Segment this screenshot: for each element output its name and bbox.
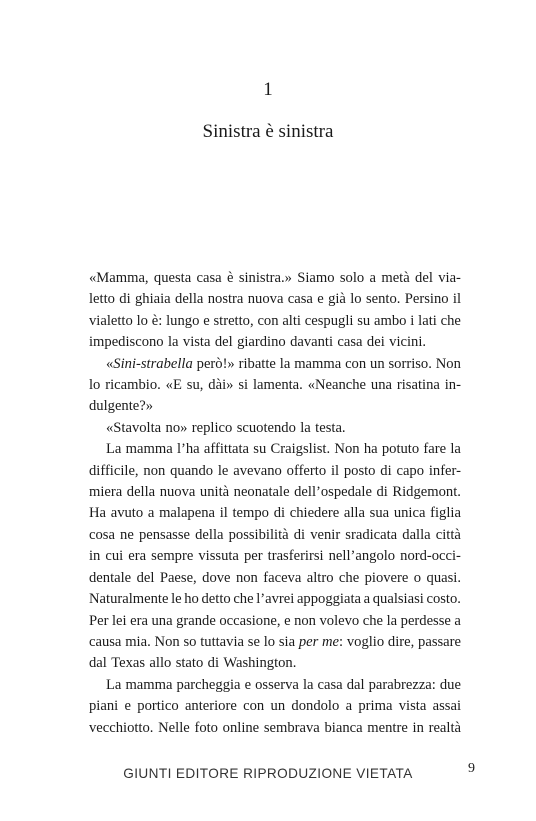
text-line: dal Texas allo stato di Washington. bbox=[89, 655, 297, 672]
text-line: La mamma parcheggia e osserva la casa dal parabrezza: due bbox=[106, 676, 461, 693]
text-line: letto di ghiaia della nostra nuova casa e già lo sento. Persino il bbox=[89, 291, 461, 308]
text-line: «Mamma, questa casa è sinistra.» Siamo solo a metà del via- bbox=[89, 270, 461, 286]
text-line: miera della nuova unità neonatale dell’ospedale di Ridgemont. bbox=[89, 484, 461, 501]
text-line: difficile, non quando le avevano offerto il posto di capo infer- bbox=[89, 462, 461, 479]
text-line: cosa ne pensasse della possibilità di venir sradicata dalla città bbox=[89, 526, 461, 543]
text-line: piani e portico anteriore con un dondolo a prima vista assai bbox=[89, 698, 461, 715]
text-line: dulgente?» bbox=[89, 398, 154, 415]
chapter-title: Sinistra è sinistra bbox=[202, 121, 334, 142]
text-line: in cui era sempre vissuta per trasferirsi nell’angolo nord-occi- bbox=[89, 548, 461, 565]
text-line: Ha avuto a malapena il tempo di chiedere alla sua unica figlia bbox=[89, 505, 461, 522]
text-line: impediscono la vista del giardino davanti casa dei vicini. bbox=[89, 334, 427, 351]
text-line: vialetto lo è: lungo e stretto, con alti cespugli su ambo i lati che bbox=[89, 312, 461, 329]
text-line: La mamma l’ha affittata su Craigslist. Non ha potuto fare la bbox=[106, 441, 461, 458]
text-line: lo ricambio. «E su, dài» si lamenta. «Neanche una risatina in- bbox=[89, 377, 461, 394]
text-line: causa mia. Non so tuttavia se lo sia per me: voglio dire, passare bbox=[89, 633, 461, 650]
text-line: dentale del Paese, dove non faceva altro che piovere o quasi. bbox=[89, 569, 461, 586]
text-line: Per lei era una grande occasione, e non volevo che la perdesse a bbox=[89, 612, 461, 629]
chapter-number: 1 bbox=[263, 79, 273, 100]
text-line: Naturalmente le ho detto che l’avrei appoggiata a qualsiasi costo. bbox=[89, 591, 461, 608]
text-line: «Stavolta no» replico scuotendo la testa. bbox=[106, 419, 346, 436]
footer-notice: GIUNTI EDITORE RIPRODUZIONE VIETATA bbox=[123, 766, 413, 781]
text-line: «Sini-strabella però!» ribatte la mamma con un sorriso. Non bbox=[106, 355, 461, 372]
page-number: 9 bbox=[468, 761, 475, 776]
body-text bbox=[89, 268, 461, 739]
text-line: vecchiotto. Nelle foto online sembrava bianca mentre in realtà bbox=[89, 719, 461, 736]
